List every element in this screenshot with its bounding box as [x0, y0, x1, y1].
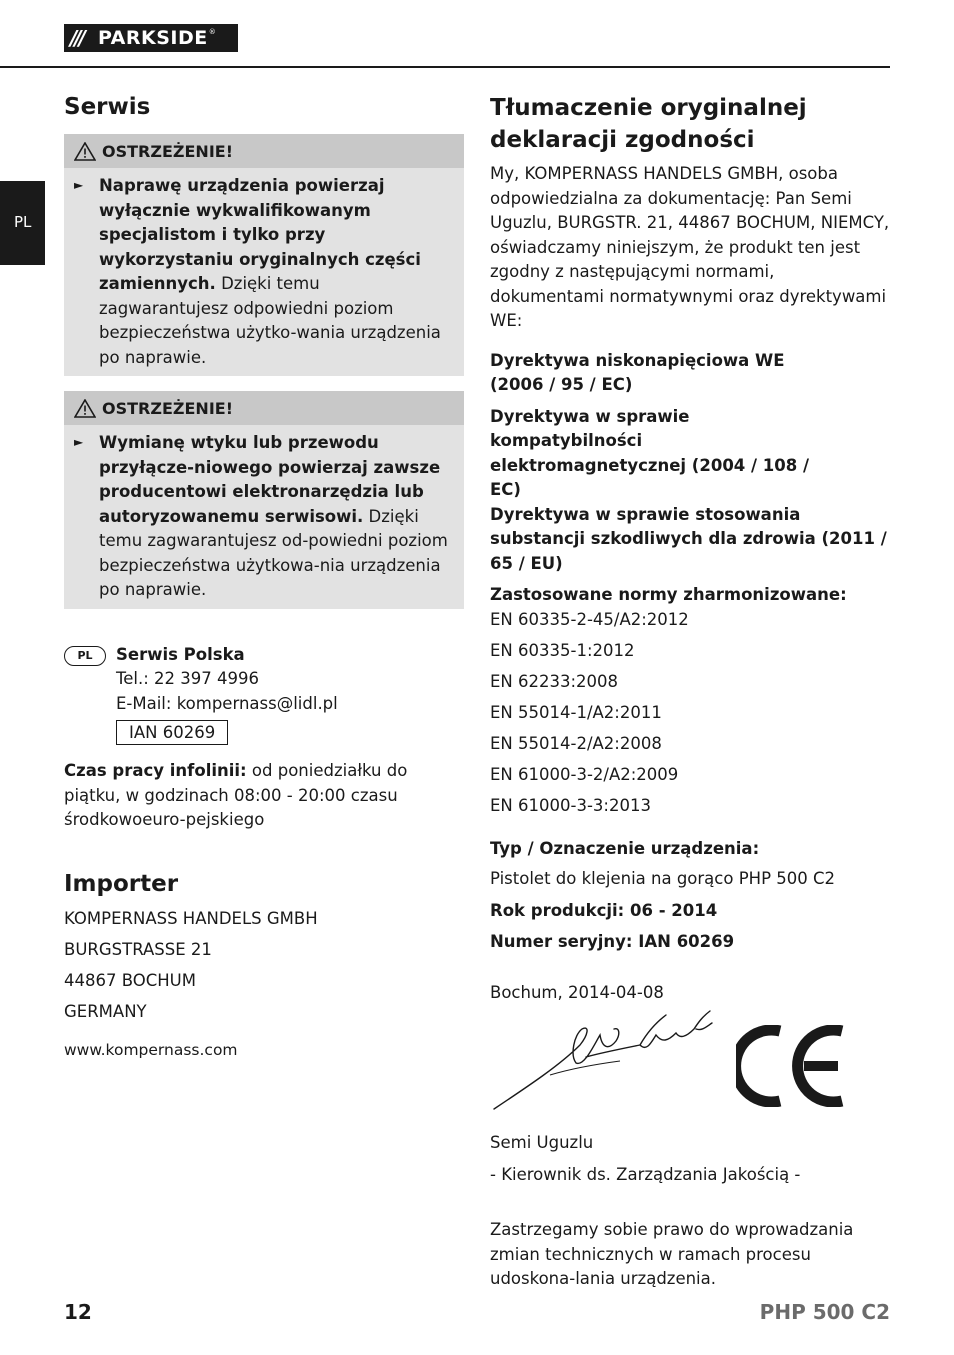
production-year: Rok produkcji: 06 - 2014 [490, 900, 718, 920]
type-value: Pistolet do klejenia na gorąco PHP 500 C2 [490, 869, 836, 888]
signature-image [490, 1005, 730, 1115]
service-contact [64, 643, 464, 746]
serial-number: Numer seryjny: IAN 60269 [490, 932, 735, 951]
service-title: Serwis [64, 94, 151, 120]
norm-item: EN 61000-3-3:2013 [490, 795, 651, 815]
service-details [116, 643, 338, 746]
place-date: Bochum, 2014-04-08 [490, 982, 664, 1002]
language-tab: PL [0, 181, 45, 265]
warning-label: OSTRZEŻENIE! [102, 141, 233, 161]
norm-item: EN 60335-2-45/A2:2012 [490, 609, 689, 629]
ian-box: IAN 60269 [116, 720, 228, 745]
warning-text [99, 431, 450, 603]
model-name: PHP 500 C2 [759, 1300, 890, 1324]
service-phone: Tel.: 22 397 4996 [116, 669, 260, 688]
warning-text [99, 174, 450, 370]
norm-item: EN 55014-2/A2:2008 [490, 733, 662, 753]
service-email: E-Mail: kompernass@lidl.pl [116, 693, 338, 713]
declaration-intro: My, KOMPERNASS HANDELS GMBH, osoba odpowiedzialna za dokumentację: Pan Semi Uguzlu, BURGSTR. 21, 44867 BOCHUM, NIEMCY, oświadczamy niniejszym, że produkt ten jest zgodny z następującymi normami, dokumentami normatywnymi oraz dyrektywami WE: [490, 164, 890, 330]
importer-address [64, 903, 464, 1027]
country-badge: PL [64, 646, 106, 666]
directive-emc: Dyrektywa w sprawie kompatybilności elektromagnetycznej (2004 / 108 / EC) [490, 406, 810, 499]
importer-title: Importer [64, 870, 179, 897]
ce-mark-icon [736, 1025, 848, 1107]
warning-box-1 [64, 134, 464, 376]
importer-line: BURGSTRASSE 21 [64, 939, 212, 959]
directive-low-voltage: Dyrektywa niskonapięciowa WE (2006 / 95 / EC) [490, 350, 785, 394]
importer-line: 44867 BOCHUM [64, 970, 196, 990]
warning-label: OSTRZEŻENIE! [102, 398, 233, 418]
directive-rohs: Dyrektywa w sprawie stosowania substancji szkodliwych dla zdrowia (2011 / 65 / EU) [490, 504, 887, 573]
logo-slashes: /// [70, 26, 83, 50]
signer-role: - Kierownik ds. Zarządzania Jakością - [490, 1164, 801, 1184]
warning-box-2 [64, 391, 464, 609]
warning-regular-text: Dzięki temu zagwarantujesz odpowiedni poziom bezpieczeństwa użytko-wania urządzenia po naprawie. [99, 274, 441, 367]
warning-body [64, 168, 464, 376]
warning-triangle-icon [74, 142, 96, 161]
norm-item: EN 55014-1/A2:2011 [490, 702, 662, 722]
warning-header [64, 391, 464, 425]
warning-body [64, 425, 464, 609]
importer-line: GERMANY [64, 1001, 147, 1021]
website-link[interactable]: www.kompernass.com [64, 1040, 238, 1059]
signer-name: Semi Uguzlu [490, 1133, 594, 1152]
hotline-hours [64, 759, 464, 833]
hotline-hours-label: Czas pracy infolinii: [64, 761, 247, 780]
warning-bold-text: Naprawę urządzenia powierzaj wyłącznie wykwalifikowanym specjalistom i tylko przy wykorzystaniu oryginalnych części zamiennych. [99, 176, 421, 293]
logo-registered: ® [208, 28, 216, 36]
warning-triangle-icon [74, 399, 96, 418]
left-column [64, 92, 464, 1062]
parkside-logo [64, 24, 238, 52]
bullet-arrow-icon: ► [74, 435, 84, 449]
bullet-arrow-icon: ► [74, 178, 84, 192]
warning-header [64, 134, 464, 168]
disclaimer: Zastrzegamy sobie prawo do wprowadzania zmian technicznych w ramach procesu udoskona-lania urządzenia. [490, 1220, 854, 1288]
warning-bold-text: Wymianę wtyku lub przewodu przyłącze-niowego powierzaj zawsze producentowi elektronarzędzia lub autoryzowanemu serwisowi. [99, 433, 441, 526]
service-name: Serwis Polska [116, 644, 245, 664]
norm-item: EN 60335-1:2012 [490, 640, 635, 660]
page-number: 12 [64, 1300, 92, 1324]
norm-item: EN 61000-3-2/A2:2009 [490, 764, 679, 784]
logo-brand: PARKSIDE [98, 27, 208, 49]
warning-regular-text: Dzięki temu zagwarantujesz od-powiedni poziom bezpieczeństwa użytkowa-nia urządzenia po naprawie. [99, 506, 448, 599]
header-rule [0, 66, 890, 68]
norms-label: Zastosowane normy zharmonizowane: [490, 585, 847, 604]
hotline-hours-text: od poniedziałku do piątku, w godzinach 08:00 - 20:00 czasu środkowoeuro-pejskiego [64, 761, 408, 829]
importer-line: KOMPERNASS HANDELS GMBH [64, 908, 318, 928]
norms-list [490, 604, 890, 821]
right-column [490, 92, 890, 1292]
declaration-title: Tłumaczenie oryginalnej deklaracji zgodności [490, 95, 807, 153]
type-label: Typ / Oznaczenie urządzenia: [490, 838, 760, 858]
signature-area [490, 1005, 890, 1135]
norm-item: EN 62233:2008 [490, 671, 619, 691]
